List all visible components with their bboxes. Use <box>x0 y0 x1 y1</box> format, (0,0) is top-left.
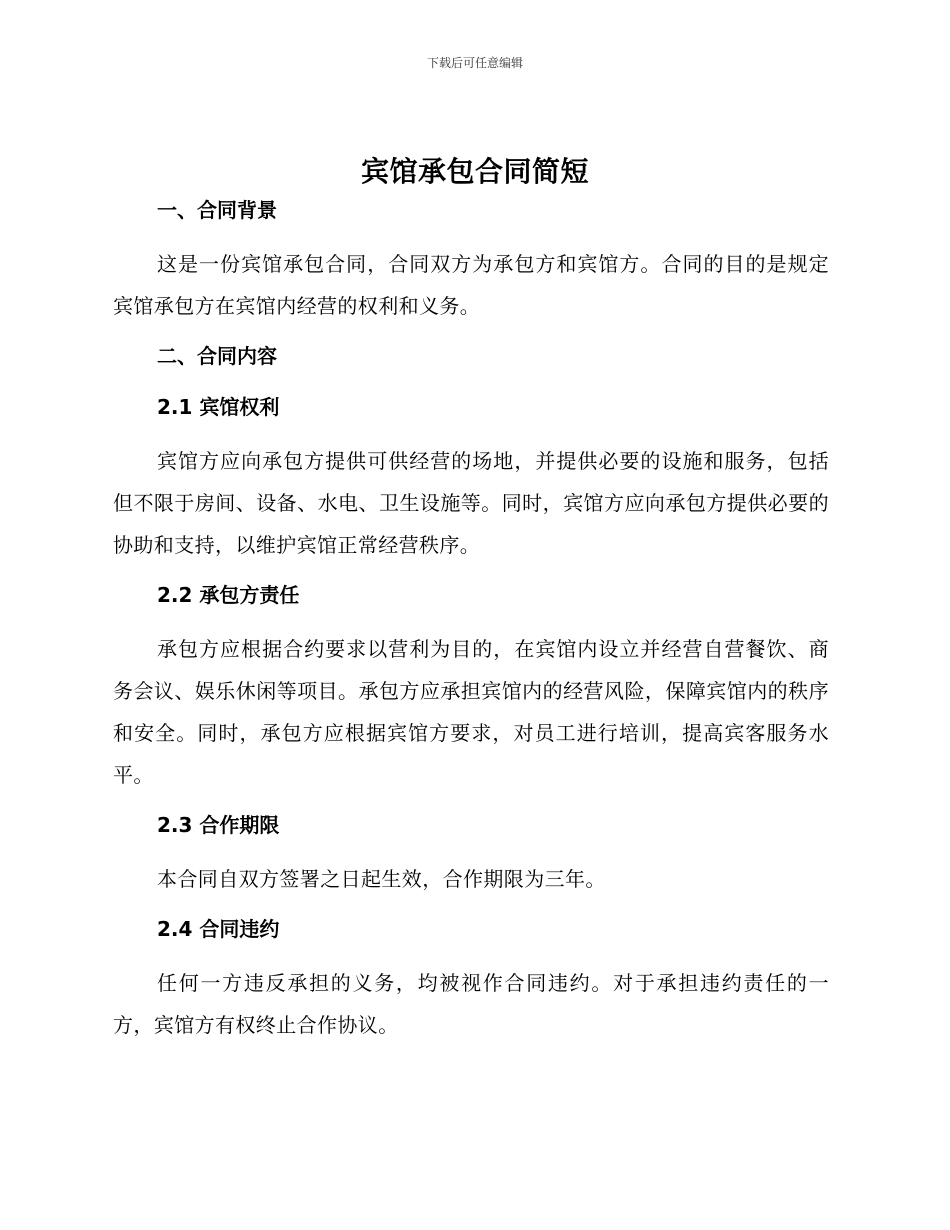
section-heading-content: 二、合同内容 <box>157 344 277 368</box>
subsection-paragraph-hotel-rights: 宾馆方应向承包方提供可供经营的场地，并提供必要的设施和服务，包括但不限于房间、设备、水电、卫生设施等。同时，宾馆方应向承包方提供必要的协助和支持，以维护宾馆正常经营秩序。 <box>113 449 829 557</box>
subsection-heading-breach: 2.4 合同违约 <box>157 917 280 941</box>
document-title: 宾馆承包合同简短 <box>360 155 589 188</box>
subsection-paragraph-breach: 任何一方违反承担的义务，均被视作合同违约。对于承担违约责任的一方，宾馆方有权终止合作协议。 <box>113 971 829 1037</box>
subsection-heading-contractor-duties: 2.2 承包方责任 <box>157 583 300 607</box>
subsection-heading-term: 2.3 合作期限 <box>157 813 280 837</box>
subsection-paragraph-term: 本合同自双方签署之日起生效，合作期限为三年。 <box>157 867 606 891</box>
subsection-paragraph-contractor-duties: 承包方应根据合约要求以营利为目的，在宾馆内设立并经营自营餐饮、商务会议、娱乐休闲等项目。承包方应承担宾馆内的经营风险，保障宾馆内的秩序和安全。同时，承包方应根据宾馆方要求，对员工进行培训，提高宾客服务水平。 <box>113 637 829 787</box>
page-header: 下载后可任意编辑 <box>426 56 523 70</box>
subsection-heading-hotel-rights: 2.1 宾馆权利 <box>157 395 280 419</box>
section-paragraph-background: 这是一份宾馆承包合同，合同双方为承包方和宾馆方。合同的目的是规定宾馆承包方在宾馆内经营的权利和义务。 <box>113 252 829 318</box>
document-body <box>113 192 829 1057</box>
section-heading-background: 一、合同背景 <box>157 198 277 222</box>
